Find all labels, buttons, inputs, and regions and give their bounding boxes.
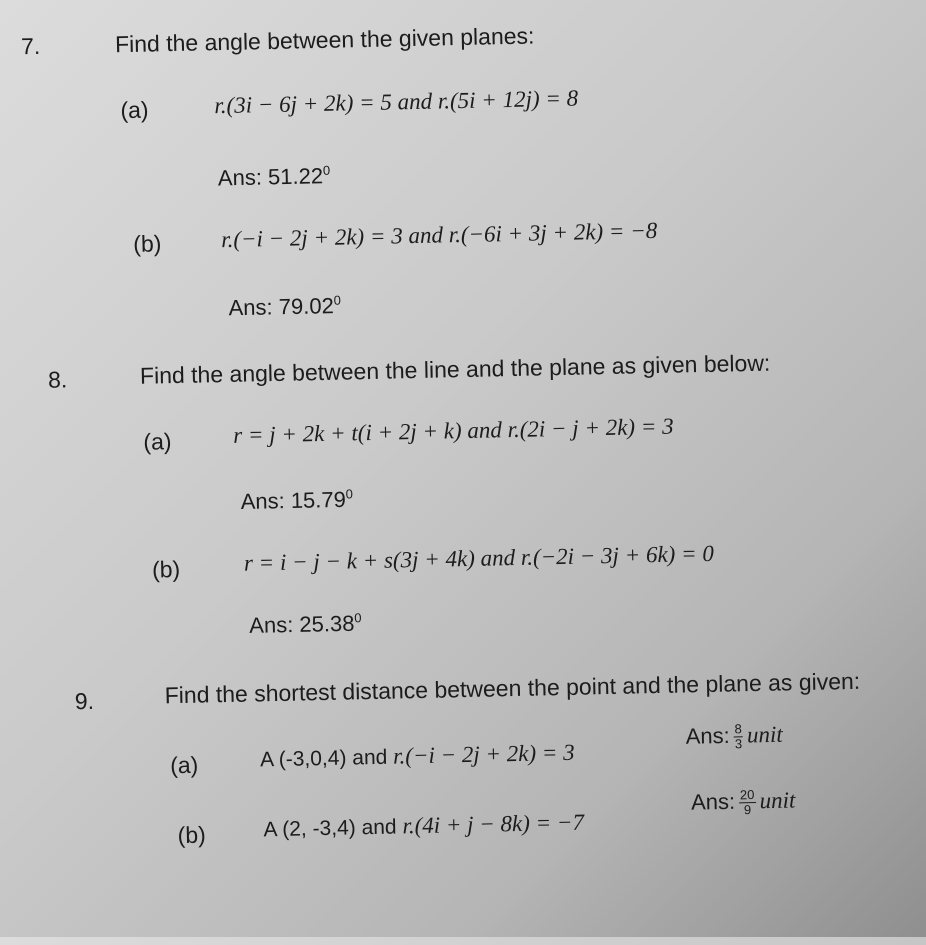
q8b-equation: r = i − j − k + s(3j + 4k) and r.(−2i − 3j + 6k) = 0 (243, 540, 715, 576)
q8a-answer: Ans: 15.79$^0$ (240, 486, 354, 515)
q8b-label: (b) (151, 556, 181, 583)
q9-number: 9. (74, 687, 95, 715)
q9b-label: (b) (177, 821, 207, 849)
q7a-answer: Ans: 51.22$^0$ (217, 162, 331, 191)
q9b-equation: r.(4i + j − 8k) = −7 (402, 809, 585, 839)
q9b-question: A (2, -3,4) and r.(4i + j − 8k) = −7 (263, 809, 585, 842)
q9b-fraction: $\frac{20}{9}$ (739, 787, 755, 818)
q9b-answer: Ans: $\frac{20}{9}$ unit (690, 787, 796, 818)
q9a-fraction: $\frac{8}{3}$ (734, 721, 743, 752)
q8a-equation: r = j + 2k + t(i + 2j + k) and r.(2i − j + 2k) = 3 (233, 413, 674, 448)
q9a-label: (a) (169, 751, 199, 779)
q7b-answer: Ans: 79.02$^0$ (228, 292, 342, 321)
q9a-question: A (-3,0,4) and r.(−i − 2j + 2k) = 3 (259, 739, 575, 772)
q7b-label: (b) (132, 230, 162, 257)
q9-title: Find the shortest distance between the point and the plane as given: (164, 667, 861, 709)
q7-title: Find the angle between the given planes: (114, 22, 535, 58)
q7-number: 7. (20, 32, 41, 60)
q7b-equation: r.(−i − 2j + 2k) = 3 and r.(−6i + 3j + 2k) = −8 (220, 217, 658, 253)
q8-number: 8. (47, 366, 68, 393)
q9a-answer: Ans: $\frac{8}{3}$ unit (685, 721, 783, 752)
q7a-label: (a) (120, 96, 149, 124)
q8b-answer: Ans: 25.38$^0$ (248, 610, 362, 638)
q9a-equation: r.(−i − 2j + 2k) = 3 (392, 739, 575, 769)
q7a-equation: r.(3i − 6j + 2k) = 5 and r.(5i + 12j) = 8 (214, 85, 579, 119)
q8a-label: (a) (143, 428, 172, 455)
q8-title: Find the angle between the line and the plane as given below: (139, 349, 771, 389)
